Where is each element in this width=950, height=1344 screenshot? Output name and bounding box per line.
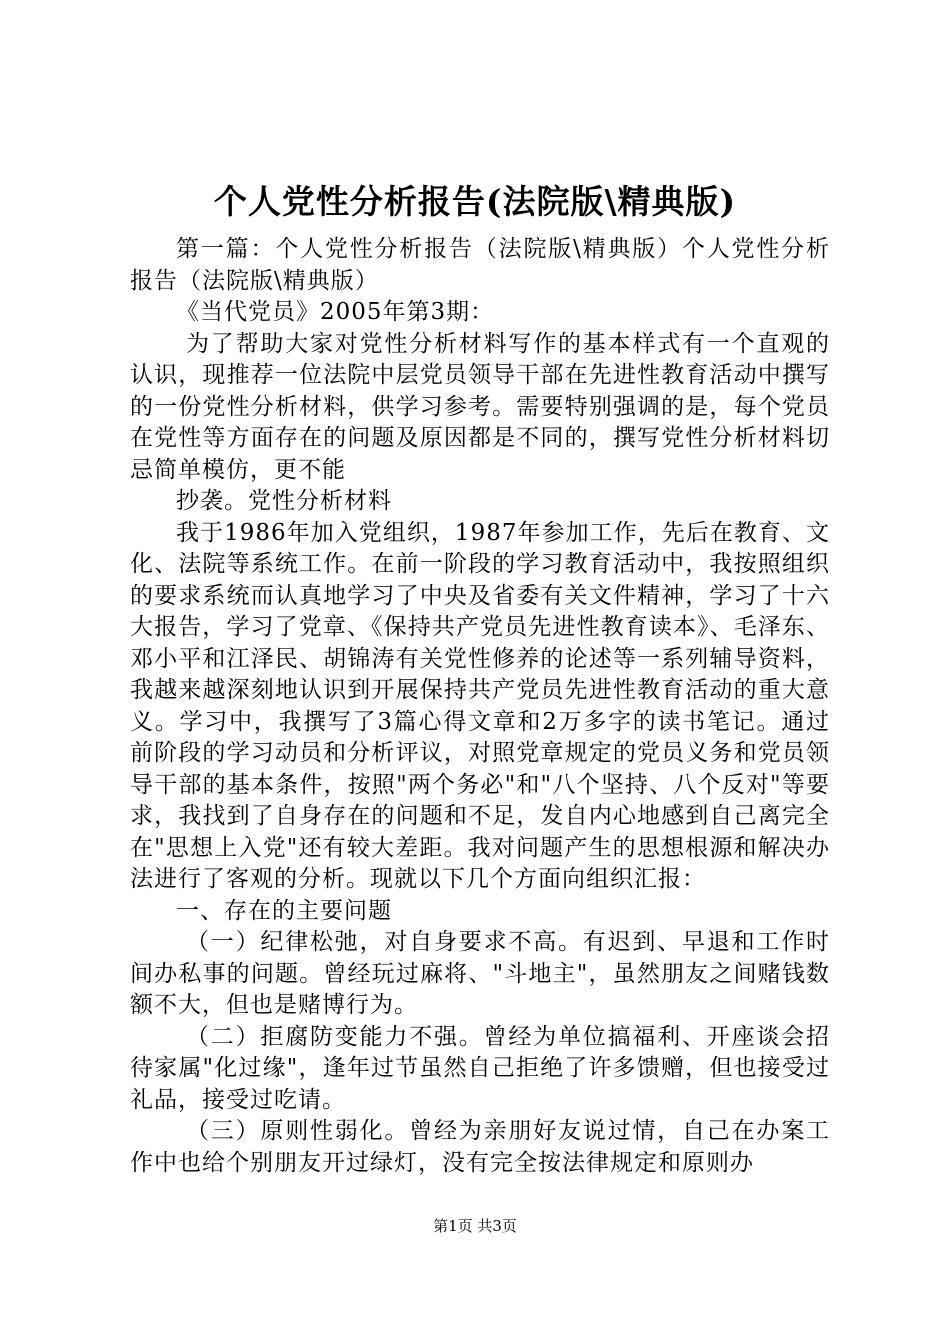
page-footer: 第1页 共3页 bbox=[433, 1217, 517, 1235]
document-title: 个人党性分析报告(法院版\精典版) bbox=[213, 182, 737, 221]
paragraph-main: 我于1986年加入党组织，1987年参加工作，先后在教育、文化、法院等系统工作。在前一阶段的学习教育活动中，我按照组织的要求系统而认真地学习了中央及省委有关文件精神，学习了十六大报告，学习了党章、《保持共产党员先进性教育读本》、毛泽东、邓小平和江泽民、胡锦涛有关党性修养的论述等一系列辅导资料，我越来越深刻地认识到开展保持共产党员先进性教育活动的重大意义。学习中，我撰写了3篇心得文章和2万多字的读书笔记。通过前阶段的学习动员和分析评议，对照党章规定的党员义务和党员领导干部的基本条件，按照"两个务必"和"八个坚持、八个反对"等要求，我找到了自身存在的问题和不足，发自内心地感到自己离完全在"思想上入党"还有较大差距。我对问题产生的思想根源和解决办法进行了客观的分析。现就以下几个方面向组织汇报： bbox=[130, 519, 830, 892]
paragraph-problem-1: （一）纪律松弛，对自身要求不高。有迟到、早退和工作时间办私事的问题。曾经玩过麻将、"斗地主"，虽然朋友之间赌钱数额不大，但也是赌博行为。 bbox=[130, 929, 830, 1018]
paragraph-preface: 为了帮助大家对党性分析材料写作的基本样式有一个直观的认识，现推荐一位法院中层党员领导干部在先进性教育活动中撰写的一份党性分析材料，供学习参考。需要特别强调的是，每个党员在党性等方面存在的问题及原因都是不同的，撰写党性分析材料切忌简单模仿，更不能 bbox=[130, 330, 830, 483]
paragraph-problem-2: （二）拒腐防变能力不强。曾经为单位搞福利、开座谈会招待家属"化过缘"，逢年过节虽然自己拒绝了许多馈赠，但也接受过礼品，接受过吃请。 bbox=[130, 1023, 830, 1113]
paragraph-intro: 第一篇：个人党性分析报告（法院版\精典版）个人党性分析报告（法院版\精典版） bbox=[130, 236, 830, 294]
paragraph-heading-material: 抄袭。党性分析材料 bbox=[176, 488, 392, 514]
section-heading-problems: 一、存在的主要问题 bbox=[176, 897, 392, 924]
paragraph-source: 《当代党员》2005年第3期： bbox=[176, 299, 495, 325]
paragraph-problem-3: （三）原则性弱化。曾经为亲朋好友说过情，自己在办案工作中也给个别朋友开过绿灯，没有完全按法律规定和原则办 bbox=[130, 1118, 830, 1176]
document-body bbox=[130, 234, 830, 1179]
